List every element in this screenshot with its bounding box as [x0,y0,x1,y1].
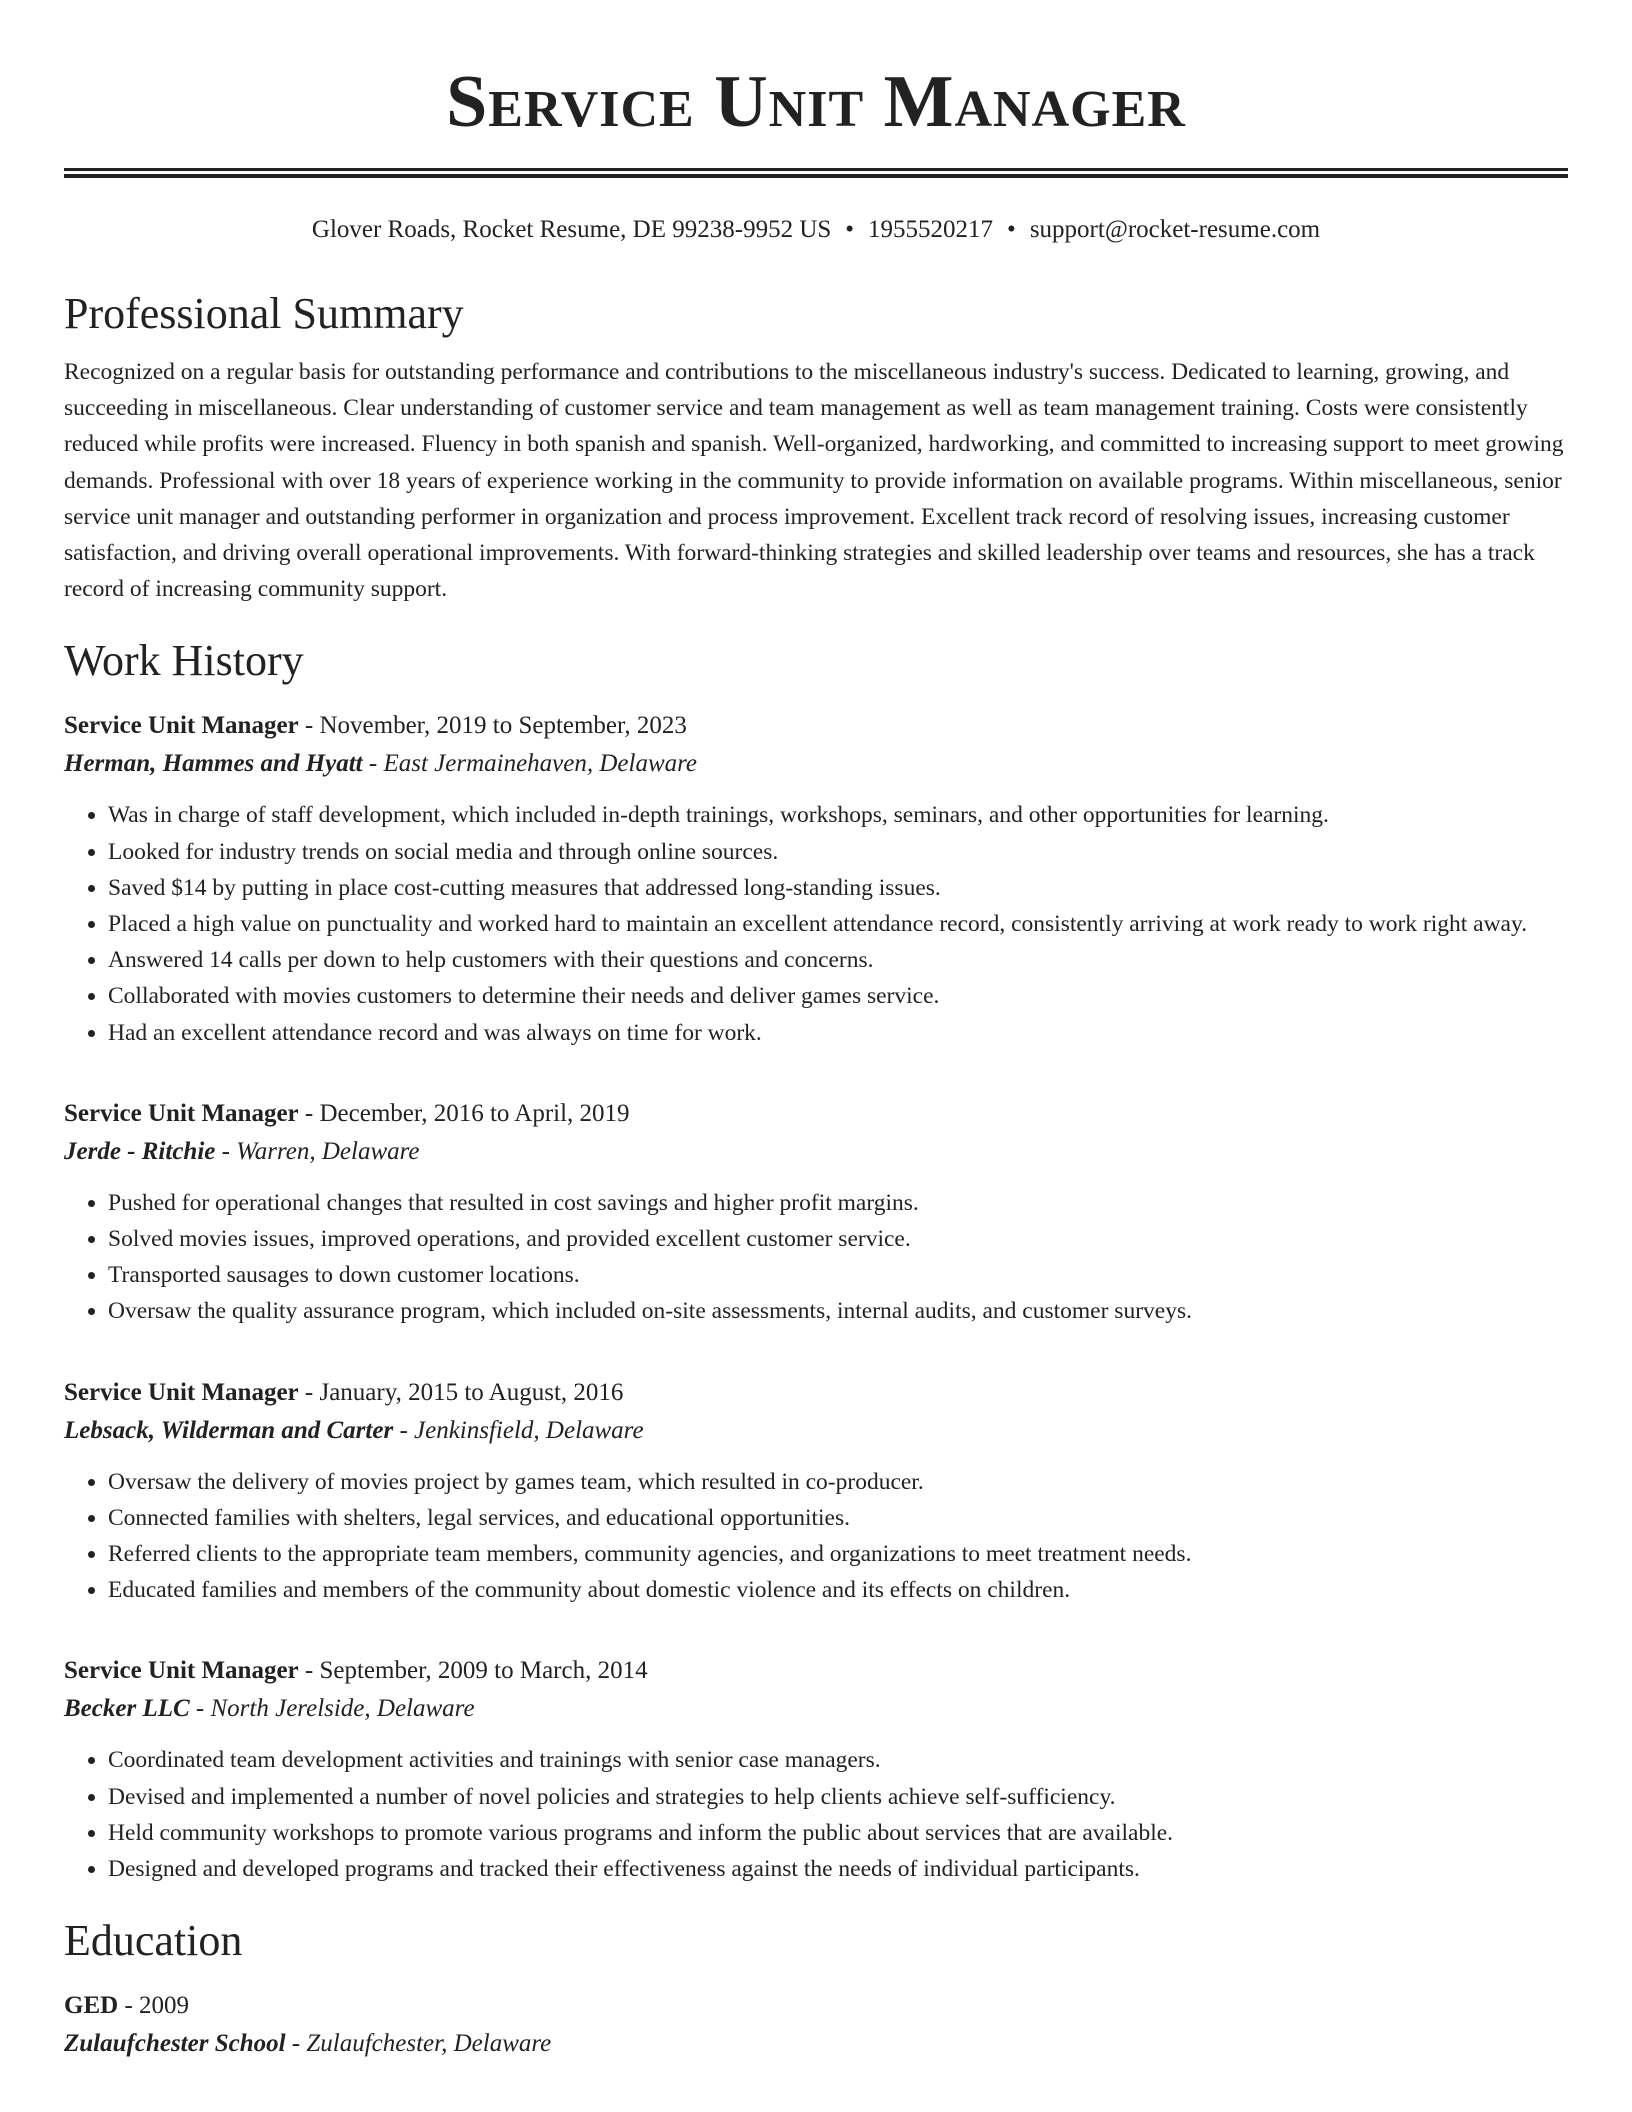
dash: - [304,712,314,740]
school-line [64,2025,1568,2063]
company-line [64,745,1568,783]
company-location: Jenkinsfield, Delaware [414,1416,644,1444]
school-location: Zulaufchester, Delaware [306,2030,552,2058]
job-title: Service Unit Manager [64,712,299,740]
contact-separator: • [1007,216,1016,243]
summary-text: Recognized on a regular basis for outstanding performance and contributions to the miscellaneous industry's success. Dedicated to learning, growing, and succeeding in miscellaneous. Clear understanding of customer service and team management as well as team management training. Costs were consistently reduced while profits were increased. Fluency in both spanish and spanish. Well-organized, hardworking, and committed to increasing support to meet growing demands. Professional with over 18 years of experience working in the community to provide information on available programs. Within miscellaneous, senior service unit manager and outstanding performer in organization and process improvement. Excellent track record of resolving issues, increasing customer satisfaction, and driving overall operational improvements. With forward-thinking strategies and skilled leadership over teams and resources, she has a track record of increasing community support. [64,359,1564,603]
list-item: • Oversaw the delivery of movies project by games team, which resulted in co-producer. [108,1464,1568,1500]
job-bullets [64,1464,1568,1609]
dash: - [368,750,378,778]
dash: - [221,1137,230,1165]
list-item: • Collaborated with movies customers to determine their needs and deliver games service. [108,978,1568,1014]
job-dates: January, 2015 to August, 2016 [319,1378,624,1406]
list-item: • Oversaw the quality assurance program, which included on-site assessments, internal audits, and customer surveys. [108,1293,1568,1329]
dash: - [399,1416,408,1444]
list-item: • Transported sausages to down customer locations. [108,1257,1568,1293]
job-dates: November, 2019 to September, 2023 [319,712,687,740]
header-double-rule [64,168,1568,178]
contact-separator: • [845,216,855,243]
job-dates: December, 2016 to April, 2019 [319,1099,630,1127]
list-item: • Looked for industry trends on social media and through online sources. [108,834,1568,870]
dash: - [195,1695,205,1723]
degree-year: 2009 [139,1992,190,2020]
list-item: • Referred clients to the appropriate team members, community agencies, and organizations to meet treatment needs. [108,1536,1568,1572]
dash: - [124,1992,133,2020]
list-item: • Solved movies issues, improved operations, and provided excellent customer service. [108,1221,1568,1257]
work-history-heading: Work History [64,636,304,686]
company-name: Jerde - Ritchie [64,1137,216,1165]
summary-heading: Professional Summary [64,289,464,338]
job-title: Service Unit Manager [64,1657,299,1685]
degree-name: GED [64,1992,119,2020]
education-heading: Education [64,1916,243,1966]
job-title-line [64,1374,1568,1412]
company-name: Becker LLC [64,1695,190,1723]
contact-email: support@rocket-resume.com [1029,216,1321,243]
list-item: • Answered 14 calls per down to help customers with their questions and concerns. [108,942,1568,978]
dash: - [304,1657,314,1685]
list-item: • Coordinated team development activities and trainings with senior case managers. [108,1742,1568,1778]
job-title-line [64,1652,1568,1690]
job-bullets [64,797,1568,1050]
job-bullets [64,1185,1568,1330]
list-item: • Saved $14 by putting in place cost-cutting measures that addressed long-standing issues. [108,870,1568,906]
job-bullets [64,1742,1568,1887]
dash: - [291,2030,301,2058]
job-entry [64,1095,1568,1330]
list-item: • Designed and developed programs and tracked their effectiveness against the needs of individual participants. [108,1851,1568,1887]
list-item: • Placed a high value on punctuality and worked hard to maintain an excellent attendance record, consistently arriving at work ready to work right away. [108,906,1568,942]
job-title: Service Unit Manager [64,1378,299,1406]
list-item: • Had an excellent attendance record and was always on time for work. [108,1015,1568,1051]
contact-line [64,214,1568,246]
company-line [64,1133,1568,1171]
list-item: • Held community workshops to promote various programs and inform the public about services that are available. [108,1815,1568,1851]
degree-line [64,1987,1568,2025]
list-item: • Pushed for operational changes that resulted in cost savings and higher profit margins. [108,1185,1568,1221]
job-dates: September, 2009 to March, 2014 [319,1657,648,1685]
company-location: North Jerelside, Delaware [210,1695,475,1723]
company-line [64,1690,1568,1728]
resume-name: Service Unit Manager [446,61,1186,143]
job-title-line [64,707,1568,745]
job-title-line [64,1095,1568,1133]
contact-address: Glover Roads, Rocket Resume, DE 99238-9952 US [311,216,832,243]
company-location: Warren, Delaware [236,1137,420,1165]
job-title: Service Unit Manager [64,1099,299,1127]
education-entry [64,1987,1568,2063]
list-item: • Was in charge of staff development, which included in-depth trainings, workshops, seminars, and other opportunities for learning. [108,797,1568,833]
company-line [64,1412,1568,1450]
dash: - [304,1378,314,1406]
list-item: • Educated families and members of the community about domestic violence and its effects on children. [108,1572,1568,1608]
company-name: Lebsack, Wilderman and Carter [64,1416,394,1444]
job-entry [64,1374,1568,1609]
job-entry [64,1652,1568,1887]
school-name: Zulaufchester School [64,2030,286,2058]
dash: - [304,1099,314,1127]
list-item: • Connected families with shelters, legal services, and educational opportunities. [108,1500,1568,1536]
contact-phone: 1955520217 [868,216,994,243]
company-location: East Jermainehaven, Delaware [383,750,698,778]
job-entry [64,707,1568,1050]
list-item: • Devised and implemented a number of novel policies and strategies to help clients achieve self-sufficiency. [108,1779,1568,1815]
company-name: Herman, Hammes and Hyatt [64,750,363,778]
